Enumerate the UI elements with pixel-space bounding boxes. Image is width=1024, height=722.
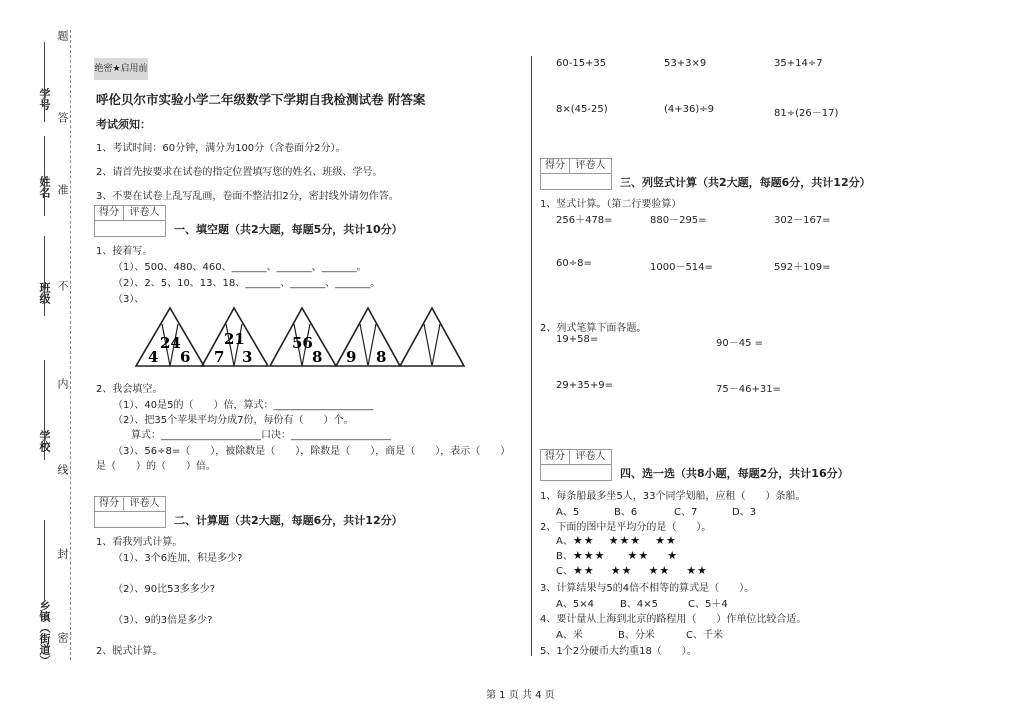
star-group: ★★ bbox=[648, 564, 671, 577]
margin-label: 答 bbox=[56, 112, 69, 123]
triangle-number: 4 bbox=[148, 348, 159, 366]
score-label: 得分 bbox=[95, 206, 124, 220]
margin-label-school: 学校 bbox=[38, 430, 51, 452]
question: 1、看我列式计算。 bbox=[96, 537, 183, 548]
margin-label: 线 bbox=[56, 464, 69, 475]
margin-label: 不 bbox=[56, 280, 69, 291]
question: 2、列式笔算下面各题。 bbox=[540, 323, 647, 334]
grader-label: 评卷人 bbox=[575, 160, 606, 171]
page-number: 第 1 页 共 4 页 bbox=[486, 690, 555, 701]
grader-label: 评卷人 bbox=[129, 207, 160, 218]
section-title-calc: 二、计算题（共2大题，每题6分，共计12分） bbox=[174, 514, 403, 527]
triangle-number: 24 bbox=[160, 334, 181, 352]
expression: 880－295= bbox=[650, 215, 707, 226]
star-group: ★★ bbox=[686, 564, 708, 577]
score-box bbox=[540, 449, 612, 481]
triangle-number: 6 bbox=[180, 348, 191, 366]
star-group: ★★ bbox=[627, 549, 650, 562]
question: （1）、500、480、460、_______、_______、_______。 bbox=[113, 262, 367, 273]
expression: 81÷(26－17) bbox=[774, 108, 839, 119]
margin-label-student-id: 学号 bbox=[38, 88, 51, 110]
score-box bbox=[94, 205, 166, 237]
option: A、5×4 bbox=[556, 599, 594, 610]
expression: 75－46+31= bbox=[716, 384, 781, 395]
triangle-3 bbox=[270, 308, 336, 366]
triangle-number: 9 bbox=[346, 348, 357, 366]
option: A、米 bbox=[556, 630, 583, 641]
option-b: B、★★★ ★★ ★ bbox=[556, 549, 679, 562]
page-title: 呼伦贝尔市实验小学二年级数学下学期自我检测试卷 附答案 bbox=[96, 92, 426, 107]
triangle-1 bbox=[136, 308, 204, 366]
notice-item: 3、不要在试卷上乱写乱画，卷面不整洁扣2分，密封线外请勿作答。 bbox=[96, 191, 399, 202]
expression: 592＋109= bbox=[774, 262, 831, 273]
grader-label: 评卷人 bbox=[575, 451, 606, 462]
expression: 60÷8= bbox=[556, 258, 592, 269]
expression: 8×(45-25) bbox=[556, 104, 608, 115]
star-group: ★★ bbox=[610, 564, 633, 577]
notice-item: 2、请首先按要求在试卷的指定位置填写您的姓名、班级、学号。 bbox=[96, 167, 383, 178]
expression: 19+58= bbox=[556, 334, 599, 345]
expression: 29+35+9= bbox=[556, 380, 613, 391]
question: （2）、2、5、10、13、18、_______、_______、_______。 bbox=[113, 278, 381, 289]
expression: 53+3×9 bbox=[664, 58, 707, 69]
margin-label: 内 bbox=[56, 378, 69, 389]
margin-label: 密 bbox=[56, 632, 69, 643]
triangle-2 bbox=[202, 308, 268, 366]
triangle-number: 7 bbox=[214, 348, 225, 366]
triangle-number: 56 bbox=[292, 334, 313, 352]
expression: 256＋478= bbox=[556, 215, 613, 226]
secret-label: 绝密★启用前 bbox=[94, 58, 148, 80]
notice-heading: 考试须知： bbox=[96, 118, 151, 131]
question: （2）、90比53多多少? bbox=[113, 584, 216, 595]
score-label: 得分 bbox=[541, 159, 570, 173]
margin-label-name: 姓名 bbox=[38, 176, 51, 198]
score-box bbox=[540, 158, 612, 190]
triangle-4 bbox=[336, 308, 400, 366]
question: 1、竖式计算。（第二行要验算） bbox=[540, 199, 682, 210]
triangle-number: 21 bbox=[224, 330, 245, 348]
expression: 60-15+35 bbox=[556, 58, 607, 69]
triangle-5 bbox=[400, 308, 464, 366]
margin-label: 题 bbox=[56, 30, 69, 41]
option: B、4×5 bbox=[620, 599, 658, 610]
question: （3）、9的3倍是多少? bbox=[113, 615, 213, 626]
star-group: ★★ bbox=[655, 534, 677, 547]
option: C、5＋4 bbox=[688, 599, 728, 610]
expression: (4+36)÷9 bbox=[664, 104, 715, 115]
score-label: 得分 bbox=[541, 450, 570, 464]
expression: 35+14÷7 bbox=[774, 58, 823, 69]
star-group: ★ bbox=[667, 549, 679, 562]
expression: 1000－514= bbox=[650, 262, 713, 273]
question: 2、下面的图中是平均分的是（ ）。 bbox=[540, 522, 712, 533]
expression: 90－45 = bbox=[716, 338, 764, 349]
option: B、分米 bbox=[618, 630, 655, 641]
grader-label: 评卷人 bbox=[129, 498, 160, 509]
question: 4、要计量从上海到北京的路程用（ ）作单位比较合适。 bbox=[540, 614, 807, 625]
margin-label-class: 班级 bbox=[38, 282, 51, 304]
notice-item: 1、考试时间：60分钟，满分为100分（含卷面分2分）。 bbox=[96, 143, 346, 154]
star-group: ★★★ bbox=[572, 549, 606, 562]
question: 2、脱式计算。 bbox=[96, 646, 163, 657]
question: （2）、把35个苹果平均分成7份，每份有（ ）个。 bbox=[113, 415, 354, 426]
option: C、7 bbox=[674, 507, 698, 518]
triangle-number: 8 bbox=[312, 348, 323, 366]
question: （1）、40是5的（ ）倍，算式：____________________ bbox=[113, 400, 374, 411]
question: 是（ ）的（ ）倍。 bbox=[96, 461, 216, 472]
question: （3）、 bbox=[113, 294, 145, 305]
margin-label: 封 bbox=[56, 548, 69, 559]
section-title-choice: 四、选一选（共8小题，每题2分，共计16分） bbox=[620, 467, 849, 480]
star-group: ★★ bbox=[572, 564, 595, 577]
option: C、千米 bbox=[686, 630, 723, 641]
option-a: A、★★ ★★★ ★★ bbox=[556, 534, 677, 547]
option-c: C、★★ ★★ ★★ ★★ bbox=[556, 564, 708, 577]
question: （3）、56÷8=（ ），被除数是（ ），除数是（ ），商是（ ），表示（ ） bbox=[113, 446, 511, 457]
question: 1、每条船最多坐5人，33个同学划船，应租（ ）条船。 bbox=[540, 491, 806, 502]
expression: 302－167= bbox=[774, 215, 831, 226]
margin-label-town: 乡镇（街道） bbox=[38, 600, 51, 666]
question: 3、计算结果与5的4倍不相等的算式是（ ）。 bbox=[540, 583, 755, 594]
triangle-figures bbox=[134, 304, 468, 370]
section-title-vertical: 三、列竖式计算（共2大题，每题6分，共计12分） bbox=[620, 176, 871, 189]
option: B、6 bbox=[614, 507, 638, 518]
score-label: 得分 bbox=[95, 497, 124, 511]
section-title-fill: 一、填空题（共2大题，每题5分，共计10分） bbox=[174, 223, 403, 236]
option: D、3 bbox=[732, 507, 757, 518]
question: 算式：____________________口决：____________________ bbox=[131, 430, 391, 441]
triangle-number: 3 bbox=[242, 348, 253, 366]
score-box bbox=[94, 496, 166, 528]
option: A、5 bbox=[556, 507, 580, 518]
margin-label: 准 bbox=[56, 184, 69, 195]
question: 1、接着写。 bbox=[96, 246, 153, 257]
triangle-number: 8 bbox=[376, 348, 387, 366]
column-divider bbox=[531, 56, 532, 656]
question: 2、我会填空。 bbox=[96, 384, 163, 395]
star-group: ★★ bbox=[572, 534, 595, 547]
star-group: ★★★ bbox=[608, 534, 642, 547]
question: 5、1个2分硬币大约重18（ ）。 bbox=[540, 646, 697, 657]
question: （1）、3个6连加，积是多少? bbox=[113, 553, 243, 564]
